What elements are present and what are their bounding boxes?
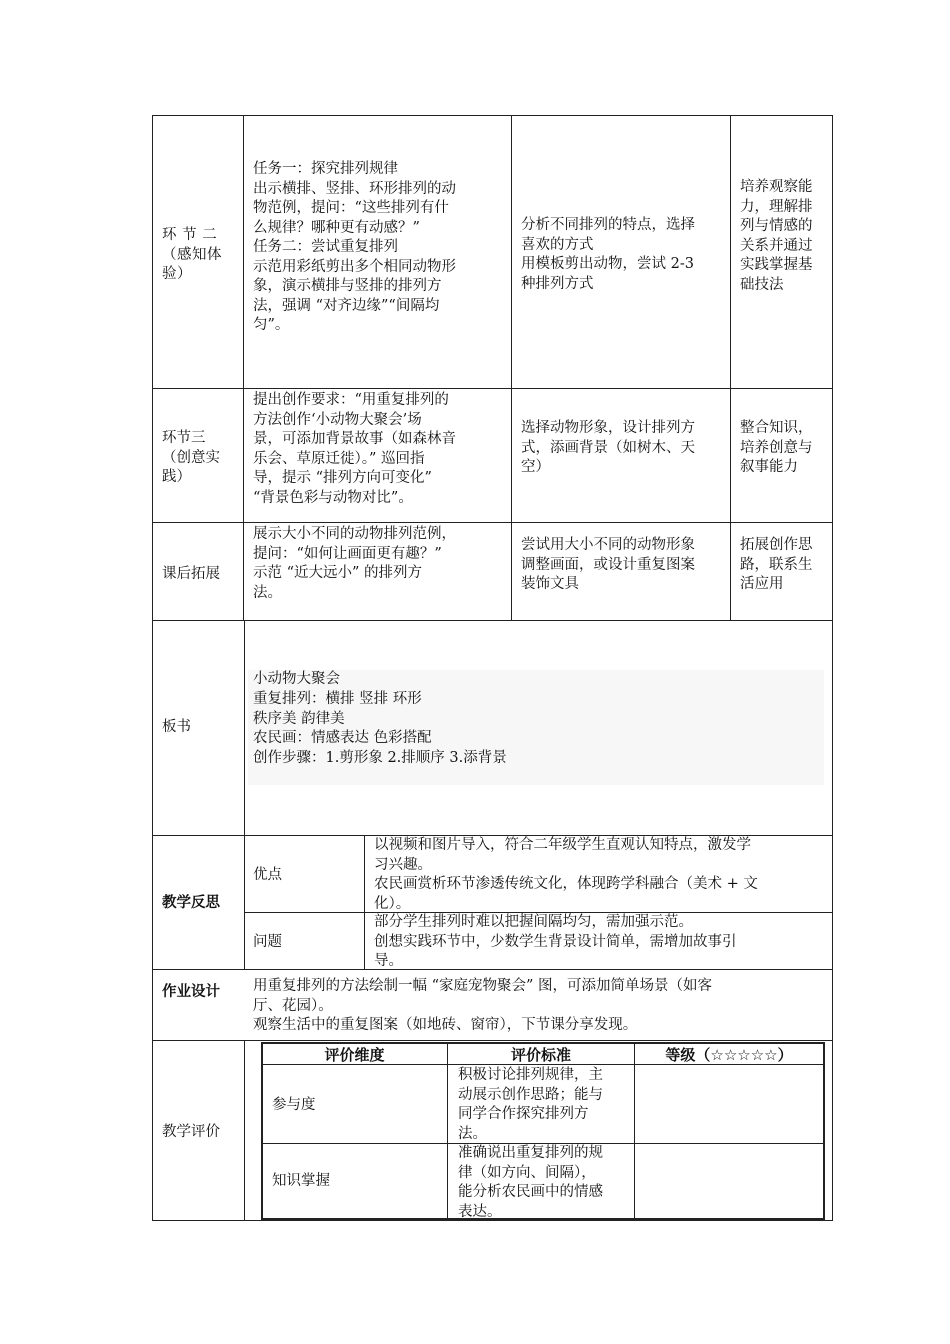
board-label: 板书	[162, 719, 191, 735]
header-grade: 等级（☆☆☆☆☆）	[665, 1046, 793, 1064]
header-dimension: 评价维度	[324, 1046, 385, 1064]
design-purpose: 拓展创作思 路，联系生 活应用	[740, 537, 813, 592]
board-line-2: 重复排列：横排 竖排 环形	[253, 691, 422, 707]
student-activity: 尝试用大小不同的动物形象 调整画面，或设计重复图案 装饰文具	[521, 537, 695, 592]
teacher-activity: 任务一：探究排列规律 出示横排、竖排、环形排列的动 物范例，提问：“这些排列有什 么规律？哪种更有动感？” 任务二：尝试重复排列 示范用彩纸剪出多个相同动物形 象，演示横排与竖排的排列方 法，强调 “对齐边缘”“间隔均 匀”。	[253, 161, 456, 333]
cons-label: 问题	[253, 934, 282, 950]
board-line-4: 农民画：情感表达 色彩搭配	[253, 730, 432, 746]
eval-criteria: 准确说出重复排列的规 律（如方向、间隔）， 能分析农民画中的情感 表达。	[458, 1145, 603, 1220]
reflection-label: 教学反思	[162, 895, 220, 911]
row-label: 课后拓展	[162, 566, 220, 582]
eval-dimension: 知识掌握	[272, 1173, 330, 1189]
eval-dimension: 参与度	[272, 1097, 316, 1113]
board-line-3: 秩序美 韵律美	[253, 711, 345, 727]
design-purpose: 整合知识， 培养创意与 叙事能力	[740, 420, 813, 475]
row-label: 环节三 （创意实 践）	[162, 430, 220, 485]
homework-text: 用重复排列的方法绘制一幅 “家庭宠物聚会” 图，可添加简单场景（如客 厅、花园）。 观察生活中的重复图案（如地砖、窗帘），下节课分享发现。	[253, 978, 713, 1033]
board-line-5: 创作步骤：1.剪形象 2.排顺序 3.添背景	[253, 750, 507, 766]
pros-label: 优点	[253, 867, 282, 883]
header-criteria: 评价标准	[510, 1046, 571, 1064]
board-line-1: 小动物大聚会	[253, 671, 340, 687]
design-purpose: 培养观察能 力，理解排 列与情感的 关系并通过 实践掌握基 础技法	[740, 179, 813, 293]
pros-text: 以视频和图片导入，符合二年级学生直观认知特点，激发学 习兴趣。 农民画赏析环节渗透传统文化，体现跨学科融合（美术 + 文 化）。	[374, 837, 758, 912]
teacher-activity: 展示大小不同的动物排列范例， 提问：“如何让画面更有趣？” 示范 “近大远小” 的排列方 法。	[253, 526, 456, 601]
homework-label: 作业设计	[162, 984, 220, 1000]
row-label: 环 节 二 （感知体 验）	[162, 227, 222, 282]
teacher-activity: 提出创作要求：“用重复排列的 方法创作‘小动物大聚会’场 景，可添加背景故事（如森林音 乐会、草原迁徙）。” 巡回指 导，提示 “排列方向可变化” “背景色彩与动物对比”。	[253, 392, 456, 506]
cons-text: 部分学生排列时难以把握间隔均匀，需加强示范。 创想实践环节中，少数学生背景设计简单，需增加故事引 导。	[374, 914, 737, 969]
student-activity: 选择动物形象，设计排列方 式，添画背景（如树木、天 空）	[521, 420, 695, 475]
student-activity: 分析不同排列的特点，选择 喜欢的方式 用模板剪出动物，尝试 2-3 种排列方式	[521, 217, 695, 292]
eval-criteria: 积极讨论排列规律，主 动展示创作思路；能与 同学合作探究排列方 法。	[458, 1067, 603, 1142]
evaluation-label: 教学评价	[162, 1124, 220, 1140]
